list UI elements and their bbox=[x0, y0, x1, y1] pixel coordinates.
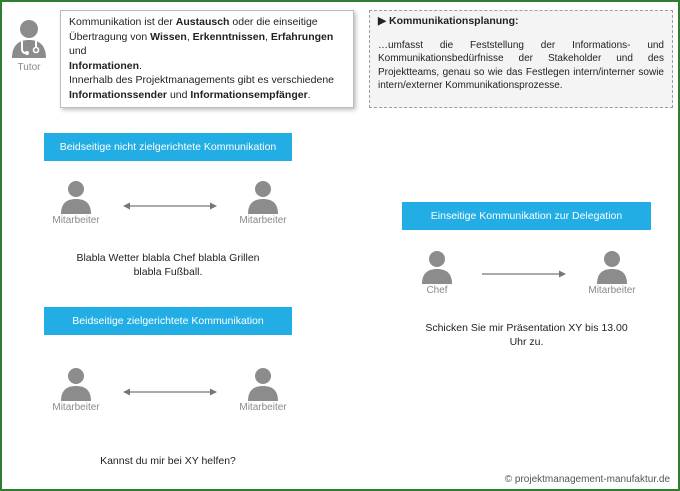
double-arrow-2 bbox=[122, 386, 218, 398]
definition-callout bbox=[60, 10, 354, 108]
note-text: …umfasst die Feststellung der Informations- und Kommunikationsbedürfnisse der Stakeholder und des Projektteams, genau so wie das Festlegen intern/interner sowie intern/externer Kommunikationsprozesse. bbox=[378, 39, 664, 91]
person-left-2 bbox=[44, 367, 108, 413]
person-icon bbox=[247, 180, 279, 214]
section3-banner: Einseitige Kommunikation zur Delegation bbox=[402, 202, 651, 230]
person-label: Chef bbox=[426, 285, 448, 296]
person-icon bbox=[60, 367, 92, 401]
person-icon bbox=[421, 250, 453, 284]
note-title: ▶ Kommunikationsplanung: bbox=[378, 15, 519, 27]
person-left-3 bbox=[405, 250, 469, 296]
single-arrow-3 bbox=[481, 268, 567, 280]
tutor bbox=[6, 18, 52, 73]
person-label: Mitarbeiter bbox=[239, 215, 287, 226]
section2-banner: Beidseitige zielgerichtete Kommunikation bbox=[44, 307, 292, 335]
person-icon bbox=[247, 367, 279, 401]
person-label: Mitarbeiter bbox=[588, 285, 636, 296]
person-icon bbox=[596, 250, 628, 284]
person-icon bbox=[60, 180, 92, 214]
person-label: Mitarbeiter bbox=[52, 402, 100, 413]
section2-caption: Kannst du mir bei XY helfen? bbox=[100, 455, 236, 467]
copyright: © projektmanagement-manufaktur.de bbox=[504, 474, 670, 485]
callout-line-1: Kommunikation ist der Austausch oder die einseitige bbox=[69, 16, 318, 28]
tutor-icon bbox=[9, 18, 49, 60]
planning-note bbox=[369, 10, 673, 108]
person-left-1 bbox=[44, 180, 108, 226]
person-right-2 bbox=[231, 367, 295, 413]
tutor-label: Tutor bbox=[17, 62, 41, 73]
callout-line-5: Informationssender und Informationsempfänger. bbox=[69, 88, 311, 101]
double-arrow-1 bbox=[122, 200, 218, 212]
callout-line-2: Übertragung von Wissen, Erkenntnissen, Erfahrungen und bbox=[69, 30, 334, 57]
section3-caption: Schicken Sie mir Präsentation XY bis 13.00 Uhr zu. bbox=[425, 322, 628, 348]
callout-line-4: Innerhalb des Projektmanagements gibt es verschiedene bbox=[69, 74, 334, 86]
person-right-1 bbox=[231, 180, 295, 226]
person-label: Mitarbeiter bbox=[239, 402, 287, 413]
person-label: Mitarbeiter bbox=[52, 215, 100, 226]
triangle-right-icon: ▶ bbox=[378, 15, 387, 27]
section1-banner: Beidseitige nicht zielgerichtete Kommunikation bbox=[44, 133, 292, 161]
section1-caption: Blabla Wetter blabla Chef blabla Grillen blabla Fußball. bbox=[76, 252, 260, 278]
callout-line-3: Informationen. bbox=[69, 59, 142, 72]
person-right-3 bbox=[580, 250, 644, 296]
